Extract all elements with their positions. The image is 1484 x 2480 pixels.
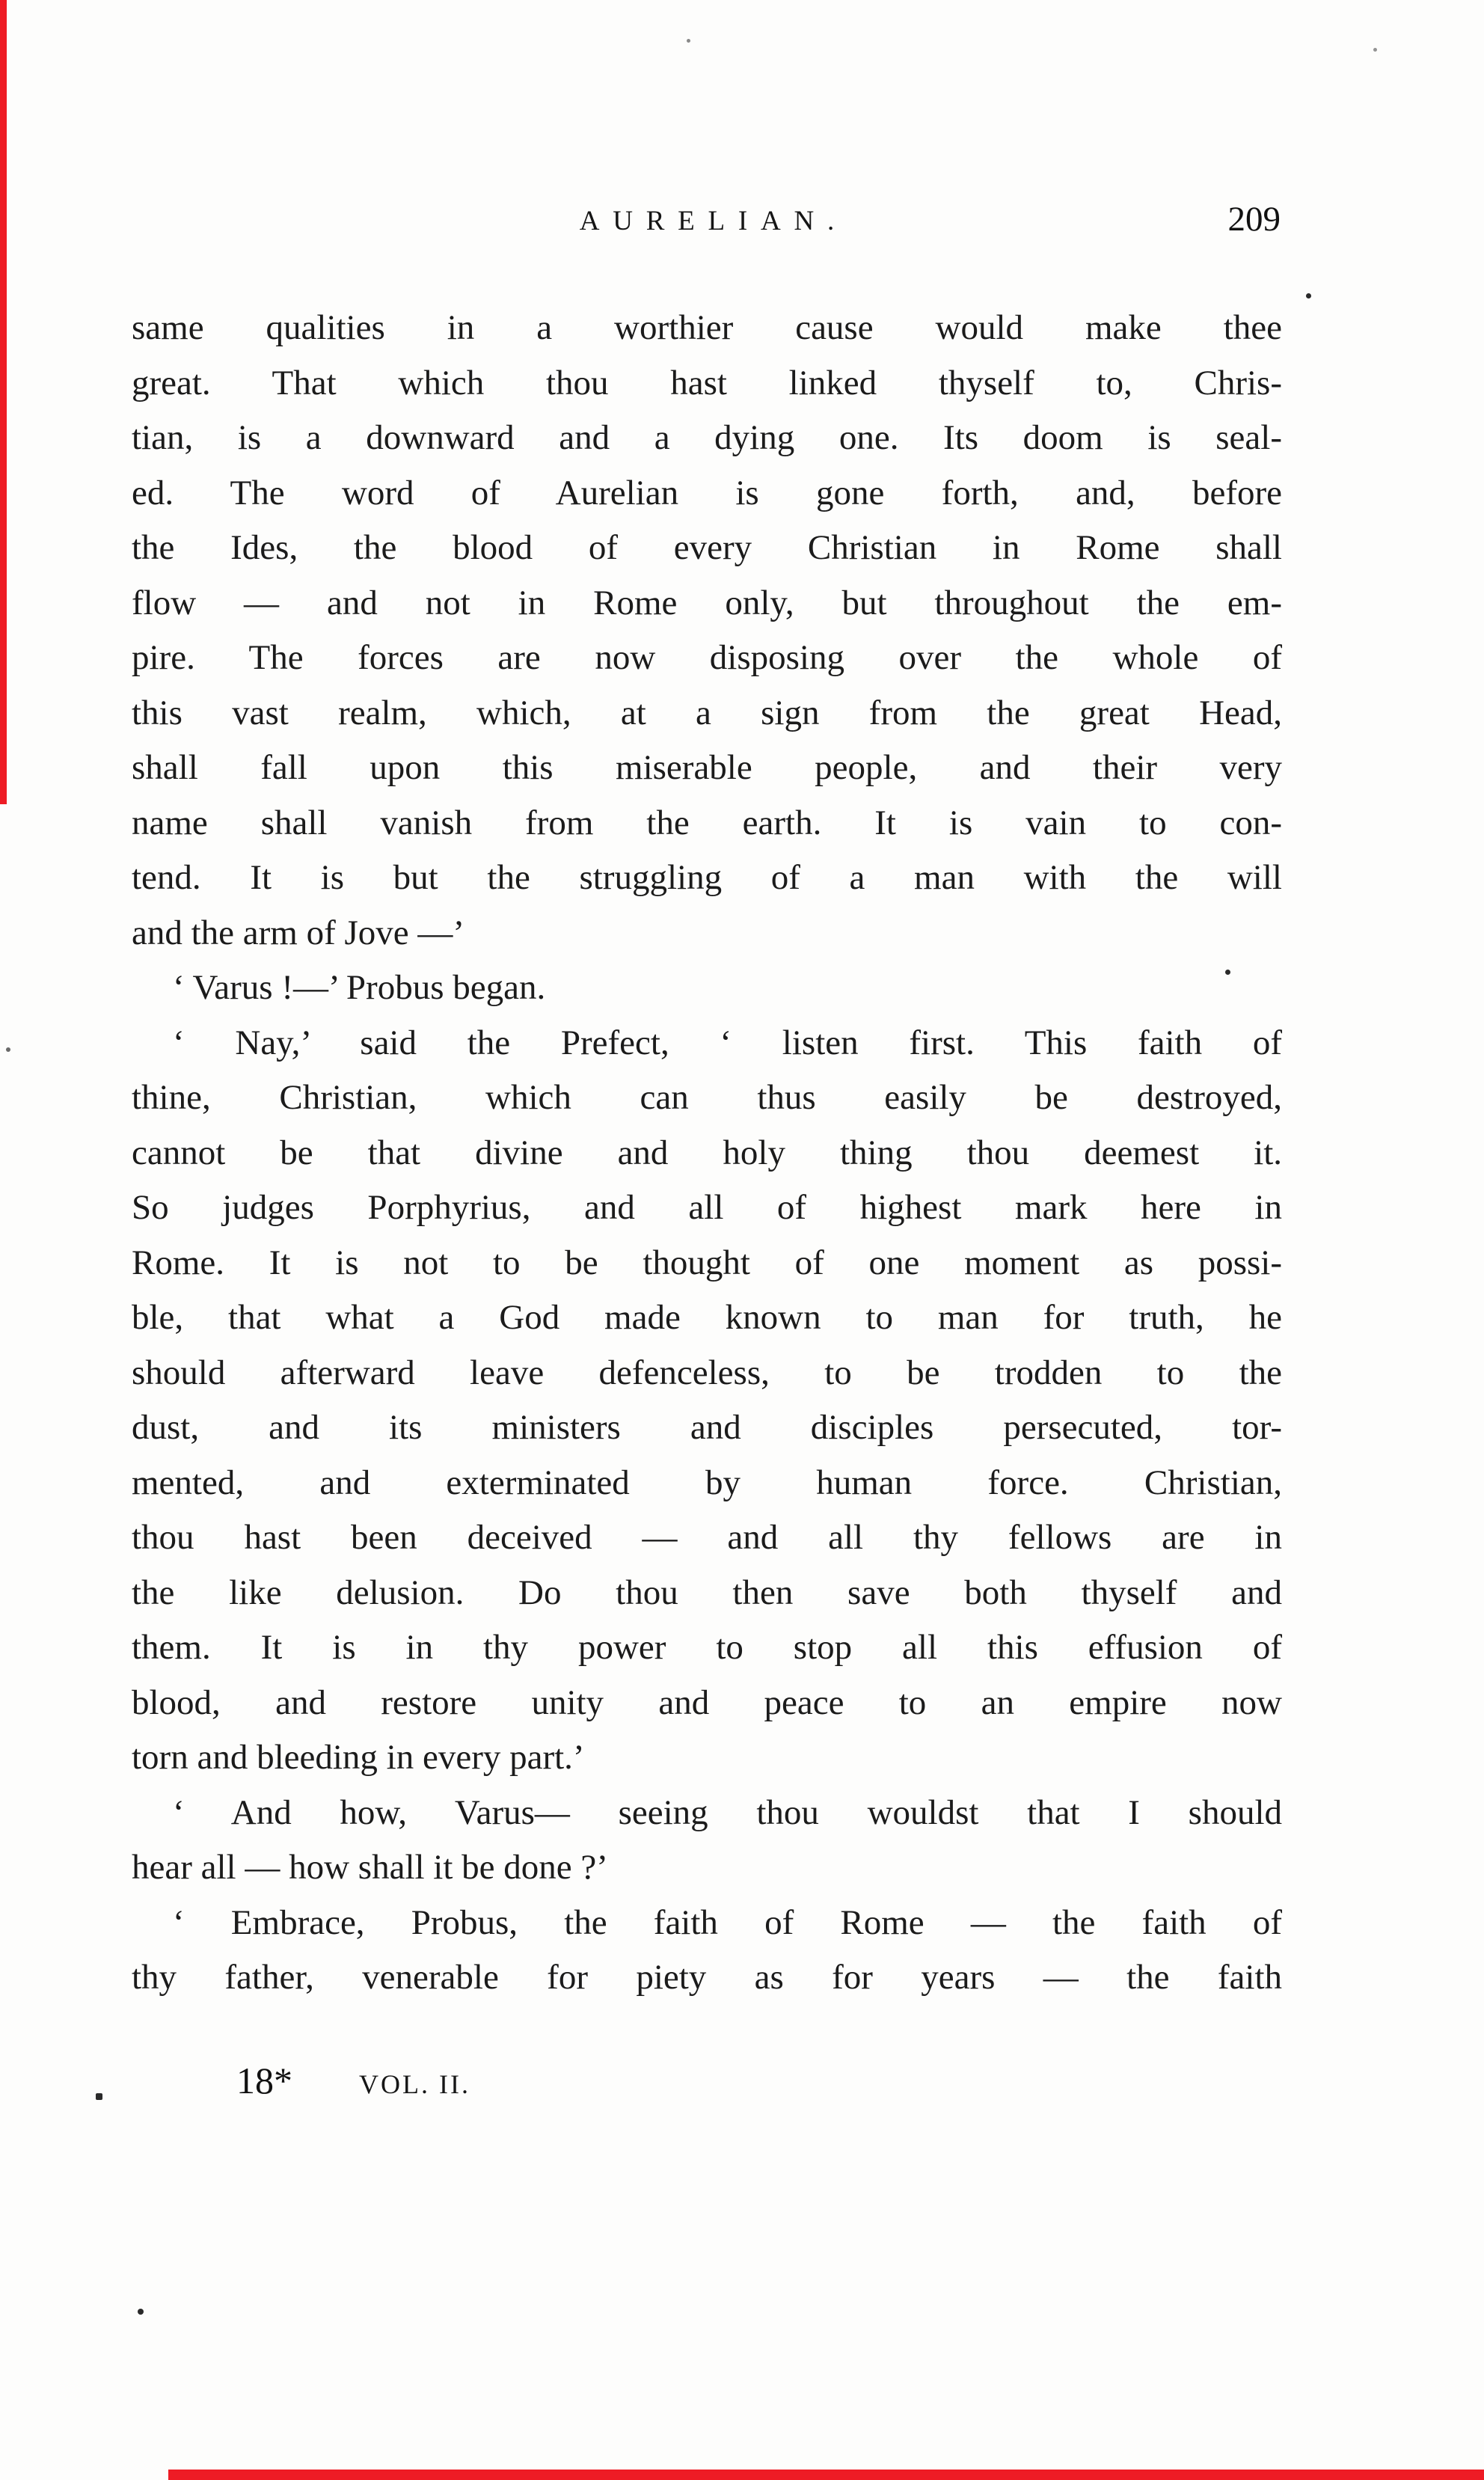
scan-speck [1373, 48, 1377, 52]
text-line: mented, and exterminated by human force. Christian, [132, 1463, 1282, 1502]
scan-speck [6, 1047, 10, 1052]
volume-label: VOL. II. [359, 2069, 470, 2099]
text-line: thine, Christian, which can thus easily be destroyed, [132, 1078, 1282, 1117]
signature-mark: 18* [236, 2060, 292, 2101]
running-header [132, 200, 1282, 253]
scan-speck [1225, 970, 1230, 975]
text-line: the like delusion. Do thou then save both thyself and [132, 1573, 1282, 1612]
text-line: this vast realm, which, at a sign from the great Head, [132, 693, 1282, 732]
scan-speck [1306, 293, 1311, 298]
text-line: flow — and not in Rome only, but throughout the em- [132, 583, 1282, 622]
text-line: ‘ And how, Varus— seeing thou wouldst that I should [173, 1792, 1282, 1832]
scan-speck [138, 2309, 144, 2315]
text-line: So judges Porphyrius, and all of highest mark here in [132, 1188, 1282, 1227]
text-line: great. That which thou hast linked thyself to, Chris- [132, 363, 1282, 402]
text-line: torn and bleeding in every part.’ [132, 1738, 585, 1777]
text-line: blood, and restore unity and peace to an empire now [132, 1683, 1282, 1722]
text-line: same qualities in a worthier cause would make thee [132, 308, 1282, 347]
scan-speck [687, 39, 690, 43]
text-line: name shall vanish from the earth. It is vain to con- [132, 803, 1282, 842]
text-line: the Ides, the blood of every Christian in Rome shall [132, 528, 1282, 567]
text-line: thy father, venerable for piety as for years — the faith [132, 1958, 1282, 1997]
text-line: thou hast been deceived — and all thy fellows are in [132, 1518, 1282, 1557]
text-line: dust, and its ministers and disciples persecuted, tor- [132, 1408, 1282, 1447]
scan-edge-left-strip [0, 0, 7, 804]
text-line: tian, is a downward and a dying one. Its doom is seal- [132, 418, 1282, 457]
scan-speck [96, 2093, 102, 2100]
text-line: pire. The forces are now disposing over the whole of [132, 638, 1282, 677]
text-line: ‘ Varus !—’ Probus began. [173, 968, 546, 1007]
page-footer [132, 2059, 1282, 2119]
text-line: ‘ Embrace, Probus, the faith of Rome — the faith of [173, 1902, 1282, 1942]
text-line: Rome. It is not to be thought of one moment as possi- [132, 1243, 1282, 1282]
text-line: hear all — how shall it be done ?’ [132, 1848, 608, 1887]
text-line: ed. The word of Aurelian is gone forth, and, before [132, 473, 1282, 512]
chapter-running-title: AURELIAN. [579, 206, 847, 236]
text-line: ‘ Nay,’ said the Prefect, ‘ listen first. This faith of [173, 1023, 1282, 1062]
page-number: 209 [1227, 200, 1281, 239]
text-line: cannot be that divine and holy thing thou deemest it. [132, 1133, 1282, 1172]
text-line: shall fall upon this miserable people, and their very [132, 748, 1282, 787]
text-line: ble, that what a God made known to man for truth, he [132, 1298, 1282, 1337]
text-line: tend. It is but the struggling of a man with the will [132, 858, 1282, 897]
text-line: should afterward leave defenceless, to be trodden to the [132, 1353, 1282, 1392]
scan-edge-bottom-strip [168, 2470, 1484, 2480]
text-line: them. It is in thy power to stop all this effusion of [132, 1628, 1282, 1667]
body-text [132, 301, 1282, 2006]
text-line: and the arm of Jove —’ [132, 913, 465, 952]
